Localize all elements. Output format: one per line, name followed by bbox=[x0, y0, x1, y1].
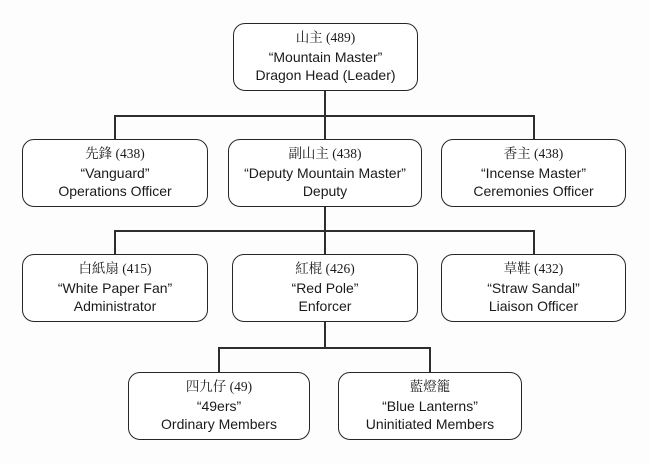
node-alias: “Straw Sandal” bbox=[487, 279, 580, 296]
node-title-cn: 四九仔 (49) bbox=[185, 379, 253, 395]
node-role: Operations Officer bbox=[58, 183, 172, 200]
node-red-pole bbox=[232, 254, 418, 322]
node-title-cn: 白紙扇 (415) bbox=[78, 261, 152, 277]
node-deputy-mountain-master bbox=[228, 139, 422, 207]
node-role: Liaison Officer bbox=[488, 298, 579, 315]
node-role: Ordinary Members bbox=[161, 416, 277, 433]
connector-drop-white-paper-fan bbox=[114, 230, 116, 255]
node-role: Deputy bbox=[302, 183, 348, 200]
node-incense-master bbox=[441, 139, 626, 207]
node-alias: “Vanguard” bbox=[80, 164, 150, 181]
node-role: Uninitiated Members bbox=[365, 416, 495, 433]
connector-drop-straw-sandal bbox=[533, 230, 535, 255]
node-title-cn: 先鋒 (438) bbox=[85, 146, 145, 162]
connector-stem-red-pole bbox=[324, 321, 326, 348]
node-title-cn: 副山主 (438) bbox=[288, 146, 362, 162]
connector-drop-blue-lanterns bbox=[429, 347, 431, 373]
connector-drop-deputy bbox=[324, 115, 326, 140]
node-alias: “Deputy Mountain Master” bbox=[244, 164, 406, 181]
node-alias: “Blue Lanterns” bbox=[382, 397, 478, 414]
node-role: Administrator bbox=[73, 298, 157, 315]
node-alias: “Incense Master” bbox=[480, 164, 587, 181]
node-alias: “49ers” bbox=[196, 397, 242, 414]
node-title-cn: 山主 (489) bbox=[295, 30, 356, 46]
connector-drop-incense-master bbox=[533, 115, 535, 140]
node-alias: “White Paper Fan” bbox=[57, 279, 173, 296]
node-title-cn: 草鞋 (432) bbox=[503, 261, 564, 277]
node-role: Enforcer bbox=[298, 298, 352, 315]
node-vanguard bbox=[22, 139, 208, 207]
node-blue-lanterns bbox=[338, 372, 522, 440]
node-alias: “Red Pole” bbox=[291, 279, 359, 296]
node-mountain-master bbox=[233, 23, 418, 91]
node-title-cn: 紅棍 (426) bbox=[295, 261, 355, 277]
node-49ers bbox=[128, 372, 310, 440]
node-role: Ceremonies Officer bbox=[473, 183, 594, 200]
connector-drop-vanguard bbox=[114, 115, 116, 140]
connector-drop-49ers bbox=[218, 347, 220, 373]
connector-bus-tier4 bbox=[218, 347, 430, 349]
connector-drop-red-pole bbox=[324, 230, 326, 255]
node-straw-sandal bbox=[441, 254, 626, 322]
connector-stem-mountain-master bbox=[324, 90, 326, 116]
node-role: Dragon Head (Leader) bbox=[255, 67, 396, 84]
node-title-cn: 香主 (438) bbox=[503, 146, 564, 162]
node-alias: “Mountain Master” bbox=[268, 48, 383, 65]
connector-stem-deputy bbox=[324, 206, 326, 231]
node-title-cn: 藍燈籠 bbox=[409, 379, 451, 395]
node-white-paper-fan bbox=[22, 254, 208, 322]
